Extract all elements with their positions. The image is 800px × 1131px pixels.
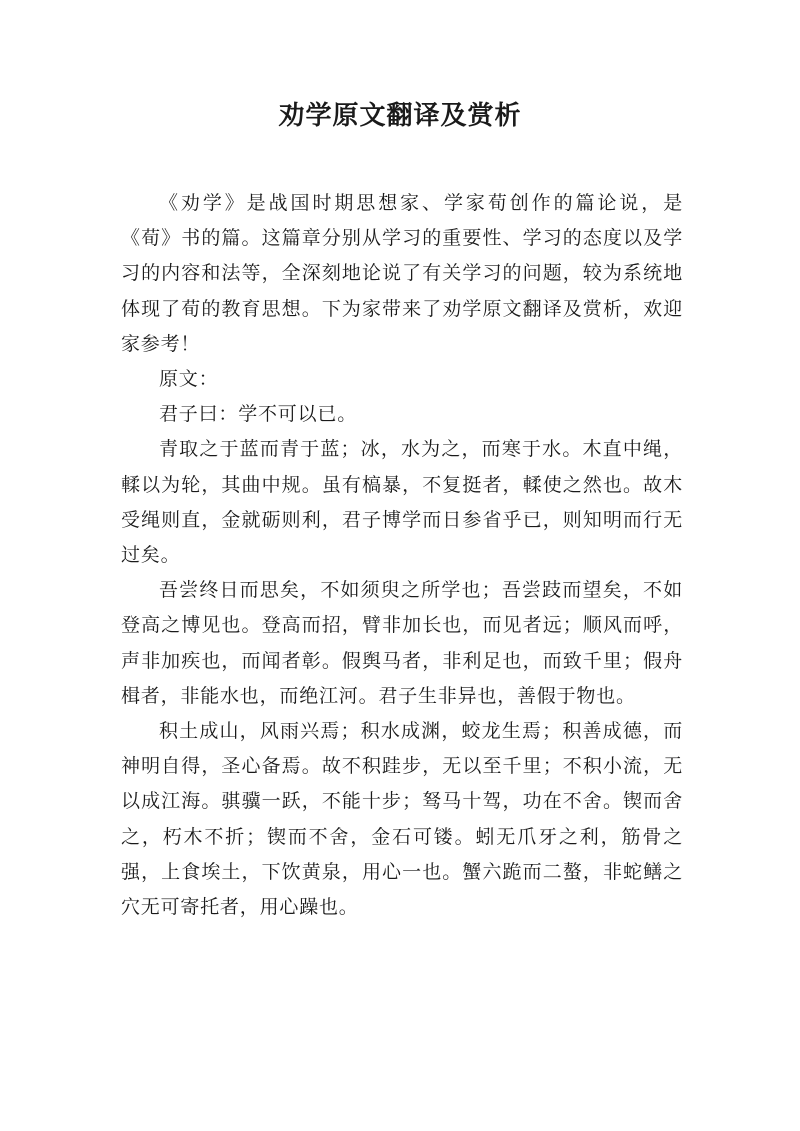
- text-paragraph: 积土成山，风雨兴焉；积水成渊，蛟龙生焉；积善成德，而神明自得，圣心备焉。故不积跬步，无以至千里；不积小流，无以成江海。骐骥一跃，不能十步；驽马十驾，功在不舍。锲而舍之，朽木不折；锲而不舍，金石可镂。蚓无爪牙之利，筋骨之强，上食埃土，下饮黄泉，用心一也。蟹六跪而二螯，非蛇鳝之穴无可寄托者，用心躁也。: [121, 720, 683, 919]
- text-paragraph: 青取之于蓝而青于蓝；冰，水为之，而寒于水。木直中绳，輮以为轮，其曲中规。虽有槁暴，不复挺者，輮使之然也。故木受绳则直，金就砺则利，君子博学而日参省乎已，则知明而行无过矣。: [121, 438, 683, 567]
- text-paragraph: 君子曰：学不可以已。: [159, 403, 358, 426]
- original-text-heading: 原文：: [159, 368, 219, 391]
- document-body: [121, 186, 683, 925]
- text-paragraph: 吾尝终日而思矣，不如须臾之所学也；吾尝跂而望矣，不如登高之博见也。登高而招，臂非加长也，而见者远；顺风而呼，声非加疾也，而闻者彰。假舆马者，非利足也，而致千里；假舟楫者，非能水也，而绝江河。君子生非异也，善假于物也。: [121, 579, 683, 707]
- document-title: 劝学原文翻译及赏析: [278, 101, 522, 131]
- intro-paragraph: 《劝学》是战国时期思想家、学家荀创作的篇论说，是《荀》书的篇。这篇章分别从学习的重要性、学习的态度以及学习的内容和法等，全深刻地论说了有关学习的问题，较为系统地体现了荀的教育思想。下为家带来了劝学原文翻译及赏析，欢迎家参考！: [121, 192, 683, 355]
